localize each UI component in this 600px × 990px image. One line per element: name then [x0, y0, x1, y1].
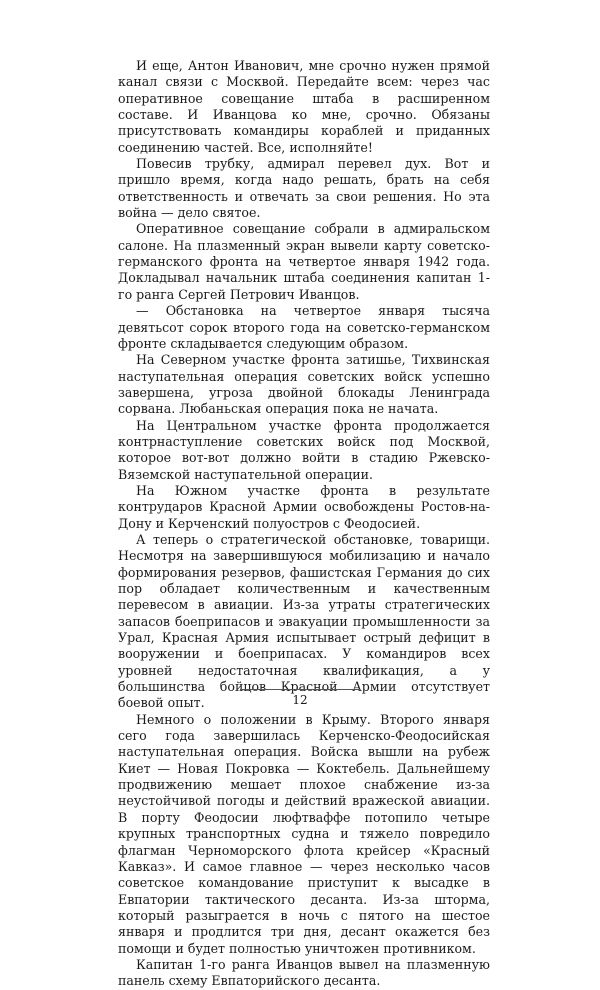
paragraph: На Центральном участке фронта продолжается контрнаступление советских войск под Москвой, которое вот-вот должно войти в стадию Ржевско-Вяземской наступательной операции. — [118, 417, 490, 482]
paragraph: Капитан 1-го ранга Иванцов вывел на плазменную панель схему Евпаторийского десанта. — [118, 956, 490, 989]
paragraph: — Обстановка на четвертое января тысяча девятьсот сорок второго года на советско-германском фронте складывается следующим образом. — [118, 303, 490, 351]
paragraph: Повесив трубку, адмирал перевел дух. Вот и пришло время, когда надо решать, брать на себя ответственность и отвечать за свои решения. Но эта война — дело святое. — [118, 156, 490, 221]
paragraph: А теперь о стратегической обстановке, товарищи. Несмотря на завершившуюся мобилизацию и начало формирования резервов, фашистская Германия до сих пор обладает количественным и качественным перевесом в авиации. Из-за утраты стратегических запасов боеприпасов и эвакуации промышленности за Урал, Красная Армия испытывает острый дефицит в вооружении и боеприпасах. У командиров всех уровней недостаточная квалификация, а у большинства бойцов Красной Армии отсутствует боевой опыт. — [118, 531, 490, 711]
body-text — [118, 58, 490, 990]
paragraph: Немного о положении в Крыму. Второго января сего года завершилась Керченско-Феодосийская наступательная операция. Войска вышли на рубеж Киет — Новая Покровка — Коктебель. Дальнейшему продвижению мешает плохое снабжение из-за неустойчивой погоды и действий вражеской авиации. В порту Феодосии люфтваффе потопило четыре крупных транспортных судна и тяжело повредило флагман Черноморского флота крейсер «Красный Кавказ». И самое главное — через несколько часов советское командование приступит к высадке в Евпатории тактического десанта. Из-за шторма, который разыграется в ночь с пятого на шестое января и продлится три дня, десант окажется без помощи и будет полностью уничтожен противником. — [118, 711, 490, 956]
paragraph: Оперативное совещание собрали в адмиральском салоне. На плазменный экран вывели карту советско-германского фронта на четвертое января 1942 года. Докладывал начальник штаба соединения капитан 1-го ранга Сергей Петрович Иванцов. — [118, 221, 490, 302]
footer-divider — [240, 689, 360, 690]
paragraph: И еще, Антон Иванович, мне срочно нужен прямой канал связи с Москвой. Передайте всем: через час оперативное совещание штаба в расширенном составе. И Иванцова ко мне, срочно. Обязаны присутствовать командиры кораблей и приданных соединению частей. Все, исполняйте! — [118, 58, 490, 155]
paragraph: На Северном участке фронта затишье, Тихвинская наступательная операция советских войск успешно завершена, угроза двойной блокады Ленинграда сорвана. Любаньская операция пока не начата. — [118, 352, 490, 417]
page-number: 12 — [292, 693, 308, 707]
paragraph: На Южном участке фронта в результате контрударов Красной Армии освобождены Ростов-на-Дону и Керченский полуостров с Феодосией. — [118, 482, 490, 531]
